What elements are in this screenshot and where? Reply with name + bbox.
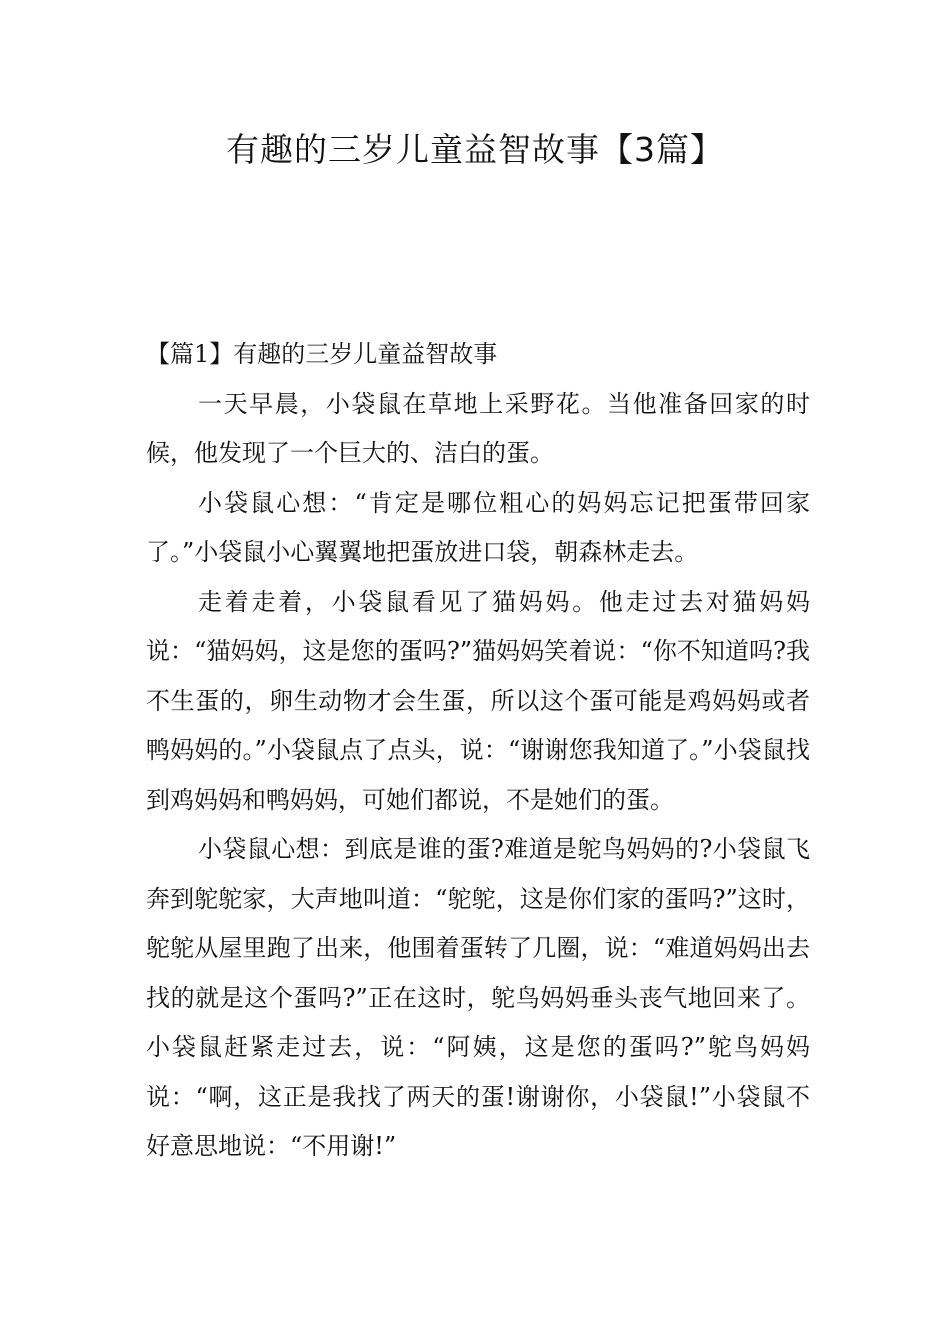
section-heading: 【篇1】有趣的三岁儿童益智故事 <box>146 340 498 368</box>
paragraph-1: 一天早晨，小袋鼠在草地上采野花。当他准备回家的时候，他发现了一个巨大的、洁白的蛋。 <box>146 389 810 467</box>
paragraph-2: 小袋鼠心想：“肯定是哪位粗心的妈妈忘记把蛋带回家了。”小袋鼠小心翼翼地把蛋放进口袋，朝森林走去。 <box>146 488 810 566</box>
document-title: 有趣的三岁儿童益智故事【3篇】 <box>226 130 724 169</box>
paragraph-4: 小袋鼠心想：到底是谁的蛋?难道是鸵鸟妈妈的?小袋鼠飞奔到鸵鸵家，大声地叫道：“鸵鸵，这是你们家的蛋吗?”这时，鸵鸵从屋里跑了出来，他围着蛋转了几圈，说：“难道妈妈出去找的就是这个蛋吗?”正在这时，鸵鸟妈妈垂头丧气地回来了。小袋鼠赶紧走过去，说：“阿姨，这是您的蛋吗?”鸵鸟妈妈说：“啊，这正是我找了两天的蛋!谢谢你，小袋鼠!”小袋鼠不好意思地说：“不用谢!” <box>146 835 810 1160</box>
document-body <box>146 330 810 1172</box>
paragraph-3: 走着走着，小袋鼠看见了猫妈妈。他走过去对猫妈妈说：“猫妈妈，这是您的蛋吗?”猫妈妈笑着说：“你不知道吗?我不生蛋的，卵生动物才会生蛋，所以这个蛋可能是鸡妈妈或者鸭妈妈的。”小袋鼠点了点头，说：“谢谢您我知道了。”小袋鼠找到鸡妈妈和鸭妈妈，可她们都说，不是她们的蛋。 <box>146 587 810 814</box>
